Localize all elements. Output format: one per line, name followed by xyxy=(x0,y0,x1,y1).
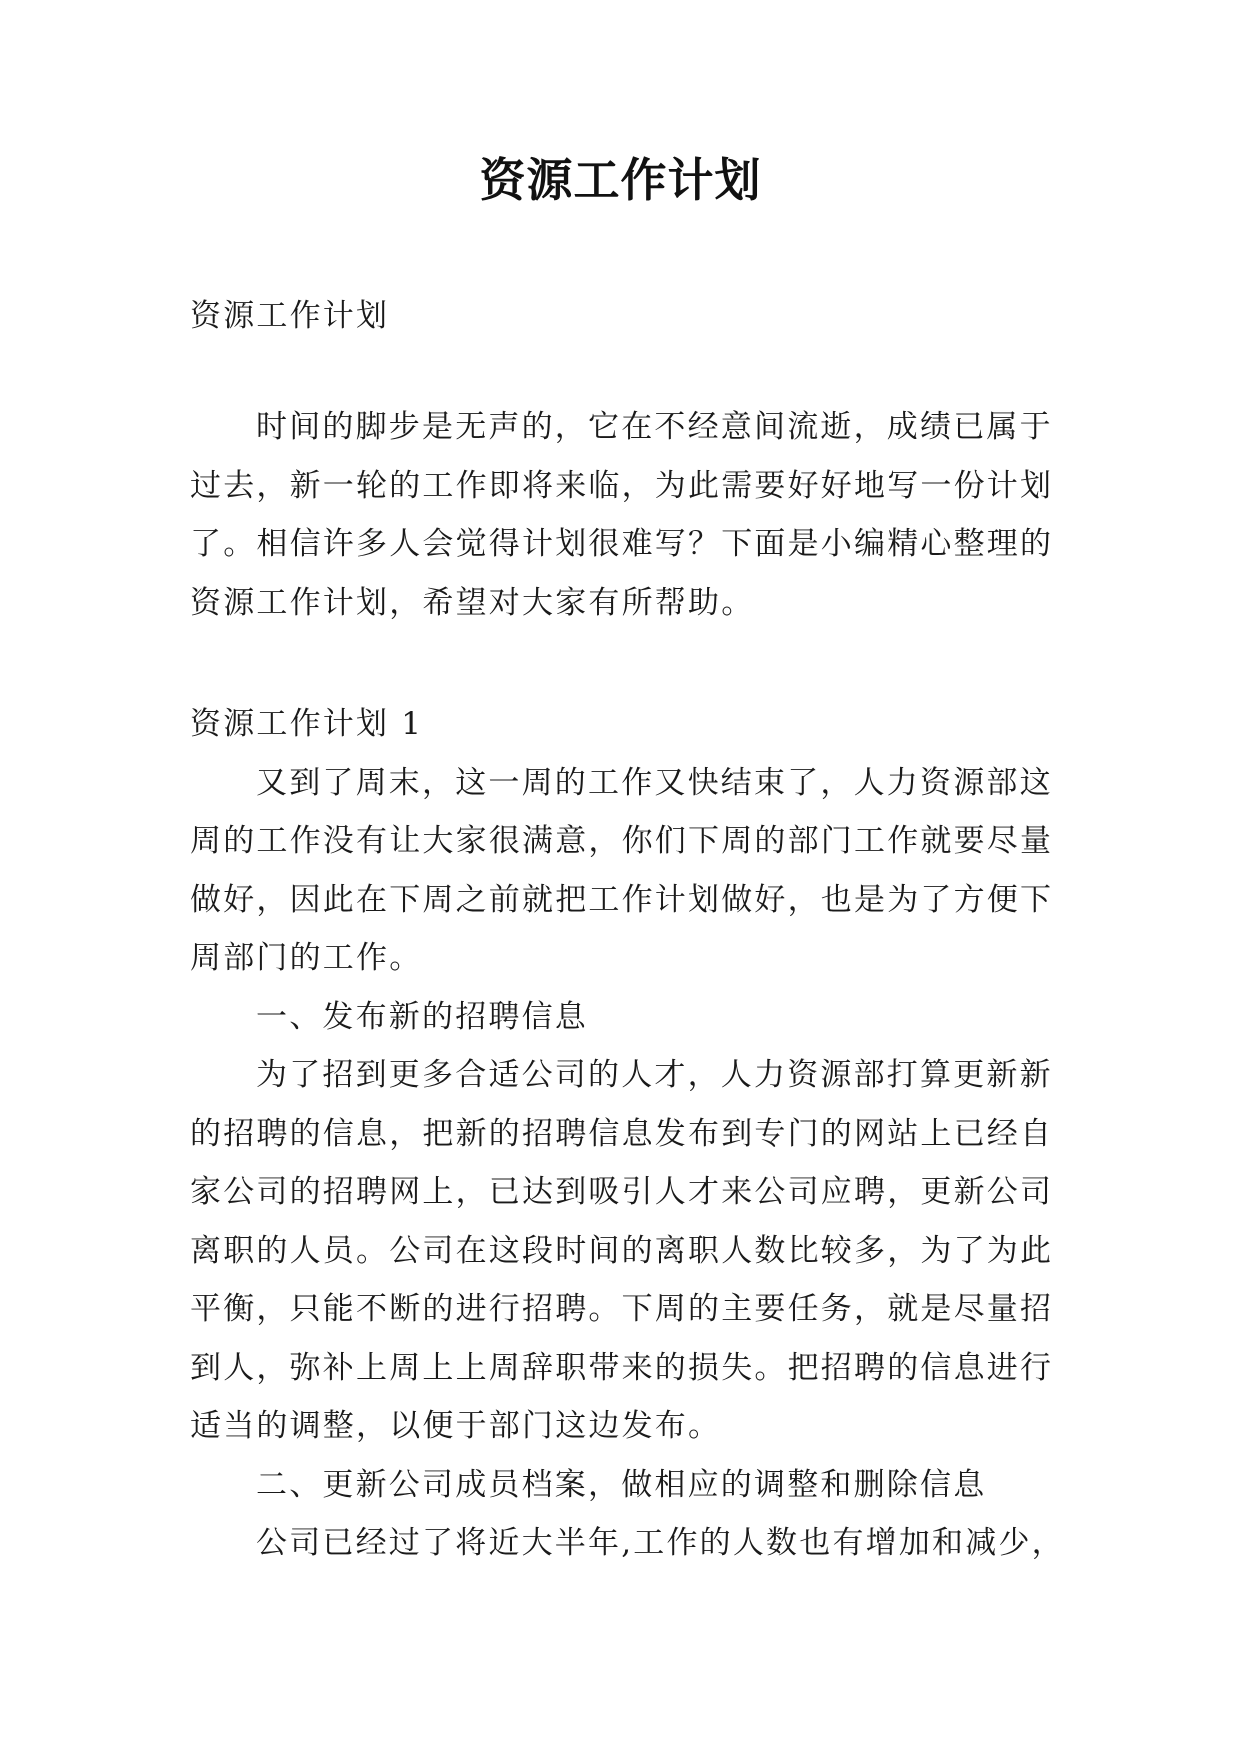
section-line: 平衡，只能不断的进行招聘。下周的主要任务，就是尽量招 xyxy=(190,1291,1054,1327)
subtitle-text: 资源工作计划 xyxy=(190,298,390,334)
intro-line: 过去，新一轮的工作即将来临，为此需要好好地写一份计划 xyxy=(190,467,1054,504)
section-line: 又到了周末，这一周的工作又快结束了，人力资源部这 xyxy=(256,764,1053,801)
section-line: 做好，因此在下周之前就把工作计划做好，也是为了方便下 xyxy=(190,881,1054,918)
section-line: 为了招到更多合适公司的人才，人力资源部打算更新新 xyxy=(256,1057,1053,1093)
intro-paragraph xyxy=(190,398,1054,632)
subsection-heading: 一、发布新的招聘信息 xyxy=(256,998,588,1035)
section-line: 公司已经过了将近大半年,工作的人数也有增加和减少， xyxy=(256,1525,1065,1561)
section-line: 到人，弥补上周上上周辞职带来的损失。把招聘的信息进行 xyxy=(190,1349,1054,1386)
intro-line: 时间的脚步是无声的，它在不经意间流逝，成绩已属于 xyxy=(256,409,1053,445)
section-line: 家公司的招聘网上，已达到吸引人才来公司应聘，更新公司 xyxy=(190,1174,1054,1210)
section-heading: 资源工作计划 1 xyxy=(190,706,424,742)
section-line: 周部门的工作。 xyxy=(190,940,423,976)
intro-line: 了。相信许多人会觉得计划很难写？下面是小编精心整理的 xyxy=(190,526,1054,562)
section-line: 的招聘的信息，把新的招聘信息发布到专门的网站上已经自 xyxy=(190,1115,1054,1152)
document-title: 资源工作计划 xyxy=(479,153,762,207)
section-line: 离职的人员。公司在这段时间的离职人数比较多，为了为此 xyxy=(190,1232,1054,1269)
section-line: 周的工作没有让大家很满意，你们下周的部门工作就要尽量 xyxy=(190,823,1054,859)
subsection-heading: 二、更新公司成员档案，做相应的调整和删除信息 xyxy=(256,1466,987,1503)
intro-line: 资源工作计划，希望对大家有所帮助。 xyxy=(190,584,755,621)
section-line: 适当的调整，以便于部门这边发布。 xyxy=(190,1408,722,1444)
section-1 xyxy=(190,695,1065,1573)
document-subtitle xyxy=(190,287,1050,346)
